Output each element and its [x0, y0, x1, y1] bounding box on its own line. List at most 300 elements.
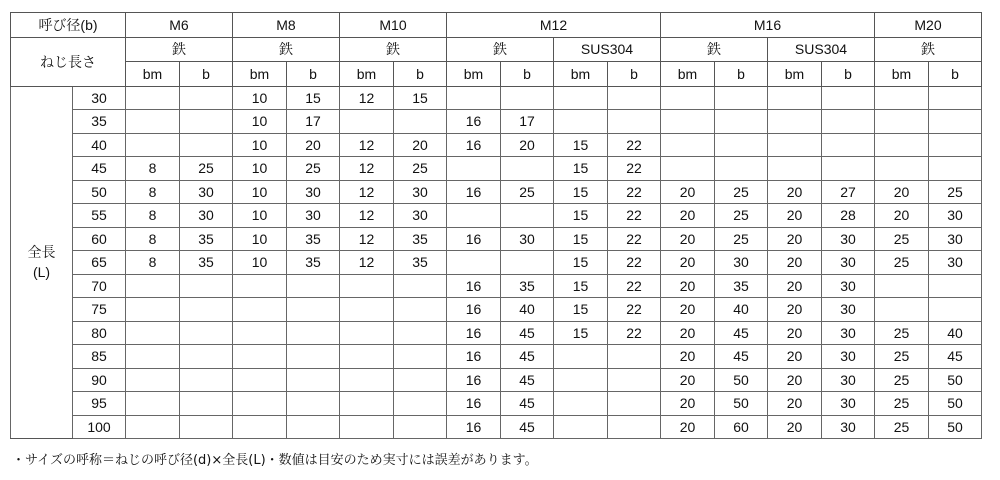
cell-b: 30 — [715, 251, 768, 275]
cell-bm — [875, 274, 929, 298]
footnote: ・サイズの呼称＝ねじの呼び径(d)×全長(L)・数値は目安のため実寸には誤差があります。 — [12, 453, 538, 468]
cell-bm — [554, 110, 608, 134]
cell-b: 35 — [501, 274, 554, 298]
cell-b: 30 — [929, 227, 982, 251]
cell-bm — [447, 86, 501, 110]
cell-b: 45 — [501, 392, 554, 416]
cell-bm: 20 — [768, 204, 822, 228]
cell-b: 35 — [287, 227, 340, 251]
cell-bm: 12 — [340, 133, 394, 157]
cell-bm: 16 — [447, 180, 501, 204]
cell-bm — [126, 368, 180, 392]
cell-bm: 20 — [768, 392, 822, 416]
cell-bm: 10 — [233, 110, 287, 134]
cell-bm: 8 — [126, 157, 180, 181]
cell-b: 20 — [287, 133, 340, 157]
cell-b: 50 — [715, 368, 768, 392]
subheader-b: b — [715, 62, 768, 87]
cell-bm: 20 — [661, 204, 715, 228]
table-row — [11, 133, 982, 157]
cell-b: 35 — [287, 251, 340, 275]
cell-b: 25 — [715, 180, 768, 204]
size-m8: M8 — [233, 13, 340, 38]
cell-b — [287, 368, 340, 392]
cell-bm — [233, 274, 287, 298]
bolt-spec-table — [10, 12, 982, 439]
table-row — [11, 415, 982, 439]
subheader-b: b — [180, 62, 233, 87]
cell-bm: 12 — [340, 180, 394, 204]
cell-b — [608, 110, 661, 134]
length-value: 30 — [73, 86, 126, 110]
cell-b — [180, 392, 233, 416]
cell-b: 30 — [822, 321, 875, 345]
cell-bm: 20 — [768, 251, 822, 275]
size-m6: M6 — [126, 13, 233, 38]
cell-bm: 12 — [340, 251, 394, 275]
cell-b: 20 — [501, 133, 554, 157]
cell-bm — [233, 298, 287, 322]
cell-bm: 25 — [875, 392, 929, 416]
cell-b — [394, 274, 447, 298]
cell-bm — [340, 298, 394, 322]
subheader-bm: bm — [661, 62, 715, 87]
cell-b: 30 — [822, 298, 875, 322]
cell-bm: 20 — [768, 227, 822, 251]
cell-bm: 15 — [554, 321, 608, 345]
cell-bm: 15 — [554, 133, 608, 157]
cell-b: 15 — [394, 86, 447, 110]
size-m20: M20 — [875, 13, 982, 38]
length-value: 45 — [73, 157, 126, 181]
cell-bm: 15 — [554, 274, 608, 298]
subheader-bm: bm — [875, 62, 929, 87]
cell-b — [929, 110, 982, 134]
table-row — [11, 204, 982, 228]
cell-b: 45 — [501, 415, 554, 439]
subheader-b: b — [287, 62, 340, 87]
cell-b: 22 — [608, 157, 661, 181]
cell-bm: 16 — [447, 368, 501, 392]
cell-bm — [875, 298, 929, 322]
table-row — [11, 321, 982, 345]
cell-b — [394, 298, 447, 322]
material-m10-iron: 鉄 — [340, 37, 447, 62]
cell-bm: 15 — [554, 227, 608, 251]
cell-bm: 20 — [661, 345, 715, 369]
cell-b — [180, 110, 233, 134]
cell-bm — [554, 368, 608, 392]
cell-b — [715, 133, 768, 157]
cell-bm — [126, 110, 180, 134]
cell-b: 25 — [929, 180, 982, 204]
cell-bm — [340, 321, 394, 345]
cell-b: 35 — [715, 274, 768, 298]
cell-b — [180, 321, 233, 345]
cell-b: 17 — [501, 110, 554, 134]
length-value: 75 — [73, 298, 126, 322]
cell-bm: 10 — [233, 204, 287, 228]
cell-bm — [768, 133, 822, 157]
cell-b — [180, 298, 233, 322]
cell-b: 45 — [715, 321, 768, 345]
cell-bm: 16 — [447, 298, 501, 322]
length-value: 80 — [73, 321, 126, 345]
table-row — [11, 86, 982, 110]
cell-bm — [233, 345, 287, 369]
length-value: 65 — [73, 251, 126, 275]
total-length-label-line2: (L) — [32, 264, 51, 281]
cell-b: 30 — [822, 415, 875, 439]
cell-b: 35 — [394, 227, 447, 251]
cell-bm: 12 — [340, 227, 394, 251]
material-m16-iron: 鉄 — [661, 37, 768, 62]
cell-bm — [126, 298, 180, 322]
table-row — [11, 251, 982, 275]
cell-b — [287, 298, 340, 322]
cell-bm: 20 — [768, 321, 822, 345]
cell-bm: 15 — [554, 298, 608, 322]
cell-b: 22 — [608, 180, 661, 204]
cell-bm: 15 — [554, 251, 608, 275]
cell-bm: 20 — [875, 204, 929, 228]
cell-bm: 16 — [447, 274, 501, 298]
cell-b: 40 — [715, 298, 768, 322]
cell-bm — [447, 157, 501, 181]
cell-bm — [126, 415, 180, 439]
cell-bm: 10 — [233, 86, 287, 110]
cell-bm — [126, 86, 180, 110]
cell-b: 45 — [715, 345, 768, 369]
cell-bm: 10 — [233, 227, 287, 251]
cell-b: 30 — [287, 180, 340, 204]
cell-bm: 12 — [340, 86, 394, 110]
subheader-b: b — [608, 62, 661, 87]
length-value: 95 — [73, 392, 126, 416]
cell-b: 50 — [929, 392, 982, 416]
cell-b — [608, 392, 661, 416]
cell-b: 30 — [287, 204, 340, 228]
cell-b — [287, 321, 340, 345]
cell-b: 28 — [822, 204, 875, 228]
cell-bm: 20 — [661, 274, 715, 298]
cell-b: 50 — [929, 415, 982, 439]
cell-bm — [554, 345, 608, 369]
cell-b: 50 — [929, 368, 982, 392]
total-length-label — [11, 86, 73, 439]
cell-bm: 16 — [447, 415, 501, 439]
subheader-bm: bm — [340, 62, 394, 87]
length-value: 85 — [73, 345, 126, 369]
cell-bm — [340, 274, 394, 298]
cell-b: 45 — [501, 368, 554, 392]
cell-b — [608, 86, 661, 110]
cell-bm: 8 — [126, 204, 180, 228]
cell-bm — [340, 415, 394, 439]
cell-bm — [233, 368, 287, 392]
subheader-bm: bm — [554, 62, 608, 87]
cell-b: 30 — [822, 392, 875, 416]
cell-bm — [126, 274, 180, 298]
cell-bm: 8 — [126, 180, 180, 204]
cell-bm — [661, 133, 715, 157]
cell-bm — [340, 110, 394, 134]
cell-b — [287, 345, 340, 369]
spec-table-body — [11, 86, 982, 439]
cell-bm — [661, 86, 715, 110]
table-row — [11, 180, 982, 204]
material-header-row — [11, 37, 982, 62]
cell-b — [929, 298, 982, 322]
material-m6-iron: 鉄 — [126, 37, 233, 62]
cell-b — [180, 86, 233, 110]
size-header-row — [11, 13, 982, 38]
cell-b: 30 — [180, 204, 233, 228]
cell-bm — [875, 86, 929, 110]
material-m12-iron: 鉄 — [447, 37, 554, 62]
table-row — [11, 298, 982, 322]
cell-bm: 20 — [768, 368, 822, 392]
cell-bm — [554, 392, 608, 416]
table-row — [11, 392, 982, 416]
length-value: 70 — [73, 274, 126, 298]
cell-b: 22 — [608, 251, 661, 275]
cell-bm: 25 — [875, 345, 929, 369]
cell-b — [822, 133, 875, 157]
cell-bm — [768, 110, 822, 134]
cell-b: 30 — [929, 204, 982, 228]
cell-b — [287, 392, 340, 416]
cell-b: 30 — [180, 180, 233, 204]
cell-b — [394, 321, 447, 345]
total-length-label-line1: 全長 — [27, 244, 56, 261]
cell-b: 30 — [822, 227, 875, 251]
cell-bm — [768, 86, 822, 110]
cell-bm — [875, 157, 929, 181]
cell-b — [929, 86, 982, 110]
cell-b — [929, 274, 982, 298]
cell-b: 35 — [180, 251, 233, 275]
cell-b: 22 — [608, 274, 661, 298]
cell-b: 30 — [822, 251, 875, 275]
cell-bm: 8 — [126, 251, 180, 275]
cell-b — [608, 345, 661, 369]
cell-bm — [554, 86, 608, 110]
cell-bm — [126, 392, 180, 416]
cell-b: 30 — [822, 274, 875, 298]
cell-bm — [340, 392, 394, 416]
cell-bm: 20 — [661, 227, 715, 251]
material-m12-sus304: SUS304 — [554, 37, 661, 62]
thread-length-label: ねじ長さ — [11, 37, 126, 86]
table-row — [11, 157, 982, 181]
length-value: 60 — [73, 227, 126, 251]
cell-bm: 25 — [875, 415, 929, 439]
subheader-bm: bm — [126, 62, 180, 87]
cell-bm: 16 — [447, 133, 501, 157]
table-row — [11, 274, 982, 298]
cell-b: 45 — [501, 345, 554, 369]
cell-b — [929, 157, 982, 181]
cell-bm: 16 — [447, 345, 501, 369]
cell-bm — [447, 251, 501, 275]
cell-b: 25 — [394, 157, 447, 181]
cell-b — [394, 415, 447, 439]
cell-b — [822, 110, 875, 134]
size-m12: M12 — [447, 13, 661, 38]
table-row — [11, 227, 982, 251]
cell-bm — [126, 321, 180, 345]
cell-b — [180, 345, 233, 369]
cell-b — [929, 133, 982, 157]
cell-b — [394, 345, 447, 369]
cell-b — [180, 368, 233, 392]
cell-bm: 25 — [875, 321, 929, 345]
subheader-b: b — [822, 62, 875, 87]
cell-bm — [126, 345, 180, 369]
length-value: 35 — [73, 110, 126, 134]
cell-bm: 10 — [233, 180, 287, 204]
cell-bm: 15 — [554, 204, 608, 228]
cell-b: 22 — [608, 298, 661, 322]
cell-bm: 20 — [875, 180, 929, 204]
spec-table-container — [10, 12, 982, 439]
cell-bm: 20 — [768, 180, 822, 204]
cell-b — [501, 157, 554, 181]
cell-bm — [233, 415, 287, 439]
cell-bm: 20 — [768, 345, 822, 369]
cell-bm: 10 — [233, 251, 287, 275]
cell-bm: 15 — [554, 157, 608, 181]
cell-b: 30 — [394, 180, 447, 204]
subheader-bm: bm — [447, 62, 501, 87]
cell-bm — [447, 204, 501, 228]
nominal-diameter-label: 呼び径(b) — [11, 13, 126, 38]
subheader-b: b — [929, 62, 982, 87]
cell-b: 22 — [608, 321, 661, 345]
cell-bm: 20 — [661, 415, 715, 439]
cell-b — [822, 86, 875, 110]
cell-bm — [875, 110, 929, 134]
cell-b: 22 — [608, 204, 661, 228]
cell-b: 25 — [715, 227, 768, 251]
cell-b: 25 — [501, 180, 554, 204]
cell-b: 30 — [394, 204, 447, 228]
cell-b: 45 — [501, 321, 554, 345]
cell-b — [287, 415, 340, 439]
cell-bm: 20 — [661, 298, 715, 322]
cell-bm: 16 — [447, 321, 501, 345]
cell-bm: 25 — [875, 251, 929, 275]
cell-bm — [126, 133, 180, 157]
material-m20-iron: 鉄 — [875, 37, 982, 62]
subheader-bm: bm — [768, 62, 822, 87]
cell-b — [501, 204, 554, 228]
cell-b: 20 — [394, 133, 447, 157]
subheader-b: b — [501, 62, 554, 87]
cell-b: 35 — [394, 251, 447, 275]
cell-bm: 16 — [447, 392, 501, 416]
size-m16: M16 — [661, 13, 875, 38]
cell-b — [180, 274, 233, 298]
cell-b — [394, 392, 447, 416]
cell-b: 45 — [929, 345, 982, 369]
cell-b: 22 — [608, 227, 661, 251]
cell-b — [608, 368, 661, 392]
cell-b — [822, 157, 875, 181]
cell-b: 35 — [180, 227, 233, 251]
cell-b: 25 — [715, 204, 768, 228]
cell-b: 30 — [822, 345, 875, 369]
cell-bm: 20 — [661, 392, 715, 416]
cell-bm: 20 — [661, 321, 715, 345]
cell-bm: 20 — [661, 368, 715, 392]
cell-b: 50 — [715, 392, 768, 416]
cell-bm: 10 — [233, 133, 287, 157]
cell-b: 15 — [287, 86, 340, 110]
cell-b — [180, 133, 233, 157]
cell-b: 30 — [929, 251, 982, 275]
cell-bm — [768, 157, 822, 181]
cell-b: 25 — [287, 157, 340, 181]
length-value: 100 — [73, 415, 126, 439]
cell-b: 22 — [608, 133, 661, 157]
length-value: 55 — [73, 204, 126, 228]
cell-bm — [340, 345, 394, 369]
cell-bm: 16 — [447, 110, 501, 134]
cell-b: 40 — [929, 321, 982, 345]
cell-bm — [340, 368, 394, 392]
cell-bm — [875, 133, 929, 157]
cell-bm: 25 — [875, 227, 929, 251]
cell-bm: 8 — [126, 227, 180, 251]
cell-bm: 20 — [661, 251, 715, 275]
cell-b — [715, 86, 768, 110]
cell-bm: 20 — [768, 298, 822, 322]
cell-bm: 12 — [340, 204, 394, 228]
cell-bm: 10 — [233, 157, 287, 181]
cell-b: 60 — [715, 415, 768, 439]
material-m16-sus304: SUS304 — [768, 37, 875, 62]
cell-bm — [233, 392, 287, 416]
cell-bm — [661, 157, 715, 181]
length-value: 90 — [73, 368, 126, 392]
table-row — [11, 345, 982, 369]
cell-bm: 20 — [661, 180, 715, 204]
cell-bm: 16 — [447, 227, 501, 251]
cell-bm: 15 — [554, 180, 608, 204]
length-value: 40 — [73, 133, 126, 157]
cell-b — [394, 110, 447, 134]
cell-b: 30 — [822, 368, 875, 392]
cell-b — [394, 368, 447, 392]
subheader-b: b — [394, 62, 447, 87]
bm-b-header-row — [11, 62, 982, 87]
table-row — [11, 368, 982, 392]
cell-bm: 25 — [875, 368, 929, 392]
size-m10: M10 — [340, 13, 447, 38]
cell-b: 40 — [501, 298, 554, 322]
cell-b — [608, 415, 661, 439]
cell-bm — [233, 321, 287, 345]
cell-b: 27 — [822, 180, 875, 204]
material-m8-iron: 鉄 — [233, 37, 340, 62]
cell-b: 17 — [287, 110, 340, 134]
cell-b — [287, 274, 340, 298]
length-value: 50 — [73, 180, 126, 204]
subheader-bm: bm — [233, 62, 287, 87]
table-row — [11, 110, 982, 134]
